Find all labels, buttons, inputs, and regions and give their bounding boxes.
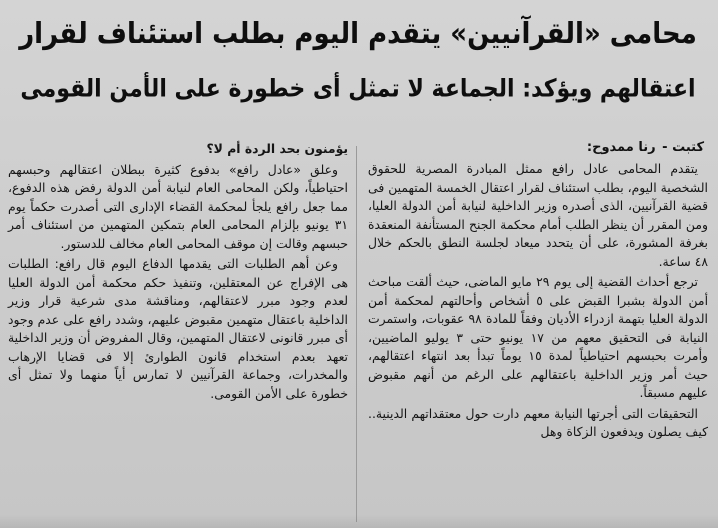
- paragraph: وعن أهم الطلبات التى يقدمها الدفاع اليوم قال رافع: الطلبات هى الإفراج عن المعتقلين، وتنفيذ حكم محكمة أمن الدولة العليا لعدم وجود مبرر لاعتقالهم، ومناقشة مدى شرعية قرار وزير الداخلية باعتقال متهمين مقبوض عليهم، وشدد رافع على عدم وجود أى مبرر قانونى لاعتقال المتهمين، وقال المفروض أن وزير الداخلية تعهد بعدم استخدام قانون الطوارئ إلا فى قضايا الإرهاب والمخدرات، وجماعة القرآنيين لا تمارس أياً منهما ولا تمثل أى خطورة على الأمن القومى.: [8, 256, 348, 401]
- paragraph-continuation: يؤمنون بحد الردة أم لا؟: [206, 141, 348, 156]
- article-column-right: [368, 160, 708, 444]
- column-divider: [356, 146, 357, 522]
- paper-shadow: [0, 514, 718, 528]
- byline: [587, 140, 704, 155]
- headline-line-1: محامى «القرآنيين» يتقدم اليوم بطلب استئناف لقرار: [19, 17, 697, 51]
- paragraph: وعلق «عادل رافع» بدفوع كثيرة ببطلان اعتقالهم وحبسهم احتياطياً، ولكن المحامى العام لنيابة أمن الدولة رفض هذه الدفوع، مما جعل رافع يلجأ لمحكمة القضاء الإدارى التى أصدرت حكماً يوم ٣١ يونيو بإلزام المحامى العام بتمكين المتهمين من استئناف أمر حبسهم وقالت إن موقف المحامى العام مخالف للدستور.: [8, 161, 348, 251]
- article-column-left: [8, 140, 348, 405]
- byline-name: رنا ممدوح:: [586, 140, 656, 155]
- byline-separator: -: [662, 140, 668, 155]
- paragraph: يتقدم المحامى عادل رافع ممثل المبادرة المصرية للحقوق الشخصية اليوم، بطلب استئناف لقرار اعتقال الخمسة المتهمين فى قضية القرآنيين، الذى أصدره وزير الداخلية لنيابة أمن الدولة العليا، ومن المقرر أن ينظر الطلب أمام محكمة الجنح المستأنفة المنعقدة بغرفة المشورة، على أن يتحدد ميعاد لجلسة النطق بالحكم خلال ٤٨ ساعة.: [368, 161, 708, 269]
- paragraph: ترجع أحداث القضية إلى يوم ٢٩ مايو الماضى، حيث ألقت مباحث أمن الدولة بشبرا القبض على ٥ أشخاص وأحالتهم لمحكمة أمن الدولة العليا بتهمة ازدراء الأديان وفقاً للمادة ٩٨ عقوبات، واستمرت النيابة فى التحقيق معهم من ١٧ يونيو حتى ٣ يوليو الماضيين، وأمرت بحبسهم احتياطياً لمدة ١٥ يوماً تبدأ بعد انتهاء اعتقالهم، حيث أمر وزير الداخلية باعتقالهم على الرغم من أنهم مقبوض عليهم مسبقاً.: [368, 274, 709, 400]
- headline: [8, 6, 708, 134]
- headline-line-2: اعتقالهم ويؤكد: الجماعة لا تمثل أى خطورة على الأمن القومى: [20, 75, 696, 104]
- byline-label: كتبت: [672, 140, 704, 155]
- paragraph: التحقيقات التى أجرتها النيابة معهم دارت حول معتقداتهم الدينية.. كيف يصلون ويدفعون الزكاة وهل: [368, 405, 708, 439]
